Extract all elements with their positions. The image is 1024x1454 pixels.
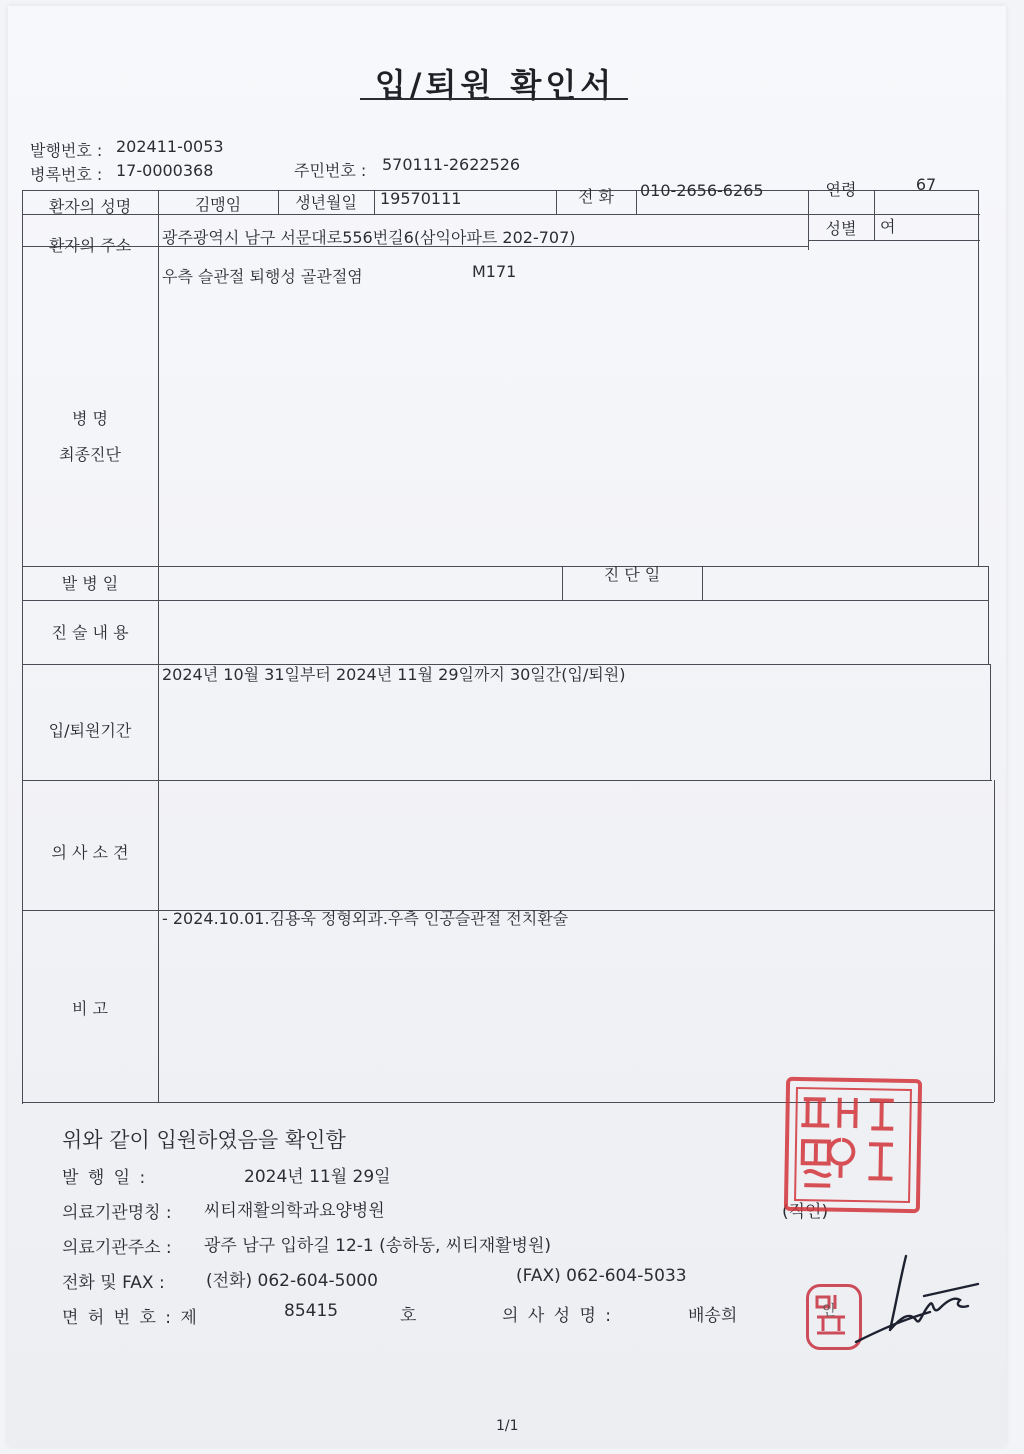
sex-value: 여 xyxy=(880,217,896,236)
sign-mark: 인 xyxy=(822,1303,836,1319)
issue-number-label: 발행번호 : xyxy=(30,141,103,160)
hospital-phone: (전화) 062-604-5000 xyxy=(206,1271,378,1291)
hospital-address: 광주 남구 입하길 12-1 (송하동, 씨티재활병원) xyxy=(204,1236,552,1256)
record-number-label: 병록번호 : xyxy=(30,165,103,184)
hospital-name: 씨티재활의학과요양병원 xyxy=(204,1201,385,1221)
final-diagnosis-label: 최종진단 xyxy=(59,445,121,464)
diagnosis-date-label: 진 단 일 xyxy=(603,565,661,584)
address-label: 환자의 주소 xyxy=(48,236,132,255)
resident-number: 570111-2622526 xyxy=(382,155,521,174)
record-number: 17-0000368 xyxy=(116,161,214,180)
license-label: 면 허 번 호 : 제 xyxy=(62,1308,199,1328)
hospital-address-label: 의료기관주소 : xyxy=(62,1238,172,1258)
confirmation-table xyxy=(22,170,994,1104)
resident-number-label: 주민번호 : xyxy=(294,161,367,180)
opinion-label: 의 사 소 견 xyxy=(51,843,129,862)
phone-fax-label: 전화 및 FAX : xyxy=(62,1273,165,1293)
page-number: 1/1 xyxy=(496,1418,519,1434)
sex-label: 성별 xyxy=(825,219,857,238)
phone-label: 전 화 xyxy=(578,187,614,206)
doctor-signature xyxy=(850,1250,990,1350)
dob-label: 생년월일 xyxy=(295,193,357,212)
license-suffix: 호 xyxy=(400,1306,417,1326)
patient-name-label: 환자의 성명 xyxy=(48,197,132,216)
patient-name: 김맹임 xyxy=(194,195,242,214)
hospital-seal-stamp xyxy=(784,1077,922,1213)
title-underline xyxy=(360,98,628,100)
remarks-label: 비 고 xyxy=(72,999,108,1018)
document-title: 입/퇴원 확인서 xyxy=(374,66,616,104)
dob-value: 19570111 xyxy=(380,189,462,208)
period-value: 2024년 10월 31일부터 2024년 11월 29일까지 30일간(입/퇴원) xyxy=(162,665,626,684)
period-label: 입/퇴원기간 xyxy=(48,721,132,740)
diagnosis-text: 우측 슬관절 퇴행성 골관절염 xyxy=(162,267,363,286)
doctor-name-label: 의 사 성 명 : xyxy=(502,1306,614,1326)
disease-label: 병 명 xyxy=(72,409,108,428)
statement-label: 진 술 내 용 xyxy=(51,623,129,642)
issue-date: 2024년 11월 29일 xyxy=(244,1167,391,1187)
remarks-value: - 2024.10.01.김용욱 정형외과.우측 인공슬관절 전치환술 xyxy=(162,909,569,928)
diagnosis-code: M171 xyxy=(472,262,517,281)
phone-value: 010-2656-6265 xyxy=(640,181,764,200)
onset-label: 발 병 일 xyxy=(61,574,119,593)
hospital-label: 의료기관명칭 : xyxy=(62,1203,172,1223)
hospital-fax: (FAX) 062-604-5033 xyxy=(516,1266,687,1286)
age-label: 연령 xyxy=(825,180,857,199)
issue-number: 202411-0053 xyxy=(116,137,224,156)
issue-date-label: 발 행 일 : xyxy=(62,1168,148,1188)
age-value: 67 xyxy=(915,175,937,194)
doctor-name: 배송희 xyxy=(688,1306,738,1326)
address-value: 광주광역시 남구 서문대로556번길6(삼익아파트 202-707) xyxy=(162,228,576,247)
confirmation-statement: 위와 같이 입원하였음을 확인함 xyxy=(62,1128,346,1152)
license-number: 85415 xyxy=(284,1301,339,1321)
seal-label: (직인) xyxy=(782,1202,829,1222)
